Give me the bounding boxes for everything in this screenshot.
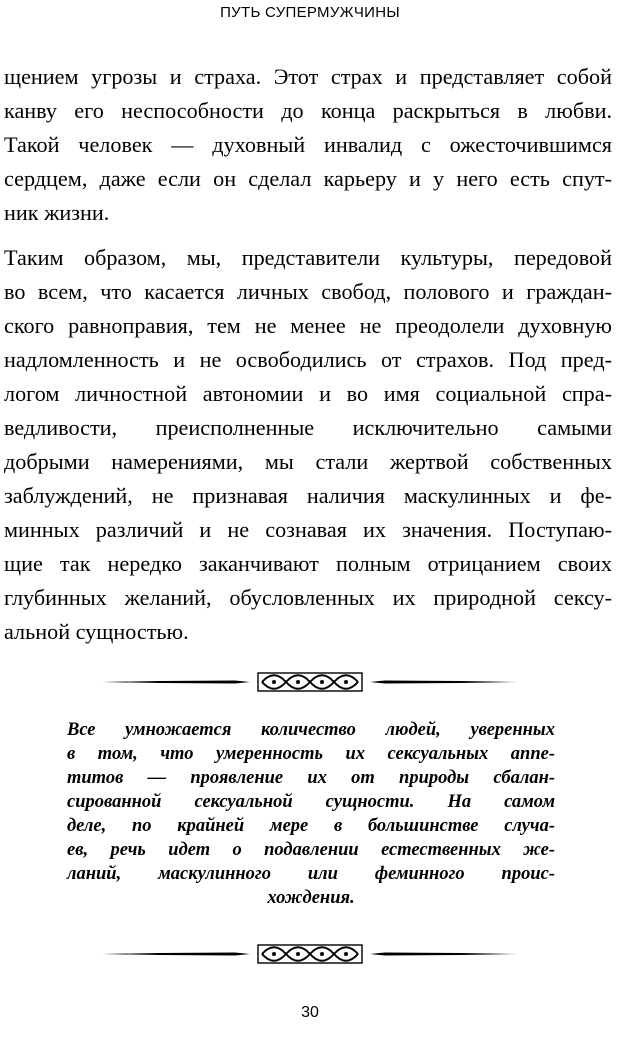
callout-line: ланий, маскулинного или феминного проис- xyxy=(67,864,555,884)
text-line: ник жизни. xyxy=(4,200,110,225)
text-line: щением угрозы и страха. Этот страх и представляет собой xyxy=(4,64,612,89)
page-number: 30 xyxy=(301,1004,319,1021)
text-line: минных различий и не сознавая их значения. Поступаю- xyxy=(4,517,612,542)
ornament-divider-top xyxy=(100,671,520,693)
text-line: глубинных желаний, обусловленных их природной сексу- xyxy=(4,585,612,610)
text-line: ведливости, преисполненные исключительно самыми xyxy=(4,415,612,440)
callout-line: титов — проявление их от природы сбалан- xyxy=(67,768,555,788)
body-text xyxy=(4,60,612,649)
ornament-divider-bottom xyxy=(100,943,520,965)
callout-line: в том, что умеренность их сексуальных аппе- xyxy=(67,744,555,764)
text-line: логом личностной автономии и во имя социальной спра- xyxy=(4,381,612,406)
celtic-knot-icon xyxy=(100,943,520,965)
callout-line: сированной сексуальной сущности. На самом xyxy=(67,792,555,812)
callout-quote xyxy=(67,718,555,910)
text-line: канву его неспособности до конца раскрыться в любви. xyxy=(4,98,612,123)
text-line: Такой человек — духовный инвалид с ожесточившимся xyxy=(4,132,612,157)
callout-line: деле, по крайней мере в большинстве случа- xyxy=(67,816,555,836)
text-line: альной сущностью. xyxy=(4,619,189,644)
callout-line: хождения. xyxy=(267,888,355,908)
text-line: Таким образом, мы, представители культуры, передовой xyxy=(4,245,612,270)
callout-line: ев, речь идет о подавлении естественных же- xyxy=(67,840,555,860)
text-line: сердцем, даже если он сделал карьеру и у него есть спут- xyxy=(4,166,612,191)
text-line: ского равноправия, тем не менее не преодолели духовную xyxy=(4,313,612,338)
celtic-knot-icon xyxy=(100,671,520,693)
paragraph-1 xyxy=(4,60,612,230)
text-line: во всем, что касается личных свобод, полового и граждан- xyxy=(4,279,612,304)
callout-line: Все умножается количество людей, уверенных xyxy=(67,720,555,740)
text-line: добрыми намерениями, мы стали жертвой собственных xyxy=(4,449,612,474)
text-line: заблуждений, не признавая наличия маскулинных и фе- xyxy=(4,483,612,508)
text-line: надломленность и не освободились от страхов. Под пред- xyxy=(4,347,612,372)
paragraph-2 xyxy=(4,241,612,649)
running-head: ПУТЬ СУПЕРМУЖЧИНЫ xyxy=(220,4,400,21)
text-line: щие так нередко заканчивают полным отрицанием своих xyxy=(4,551,612,576)
